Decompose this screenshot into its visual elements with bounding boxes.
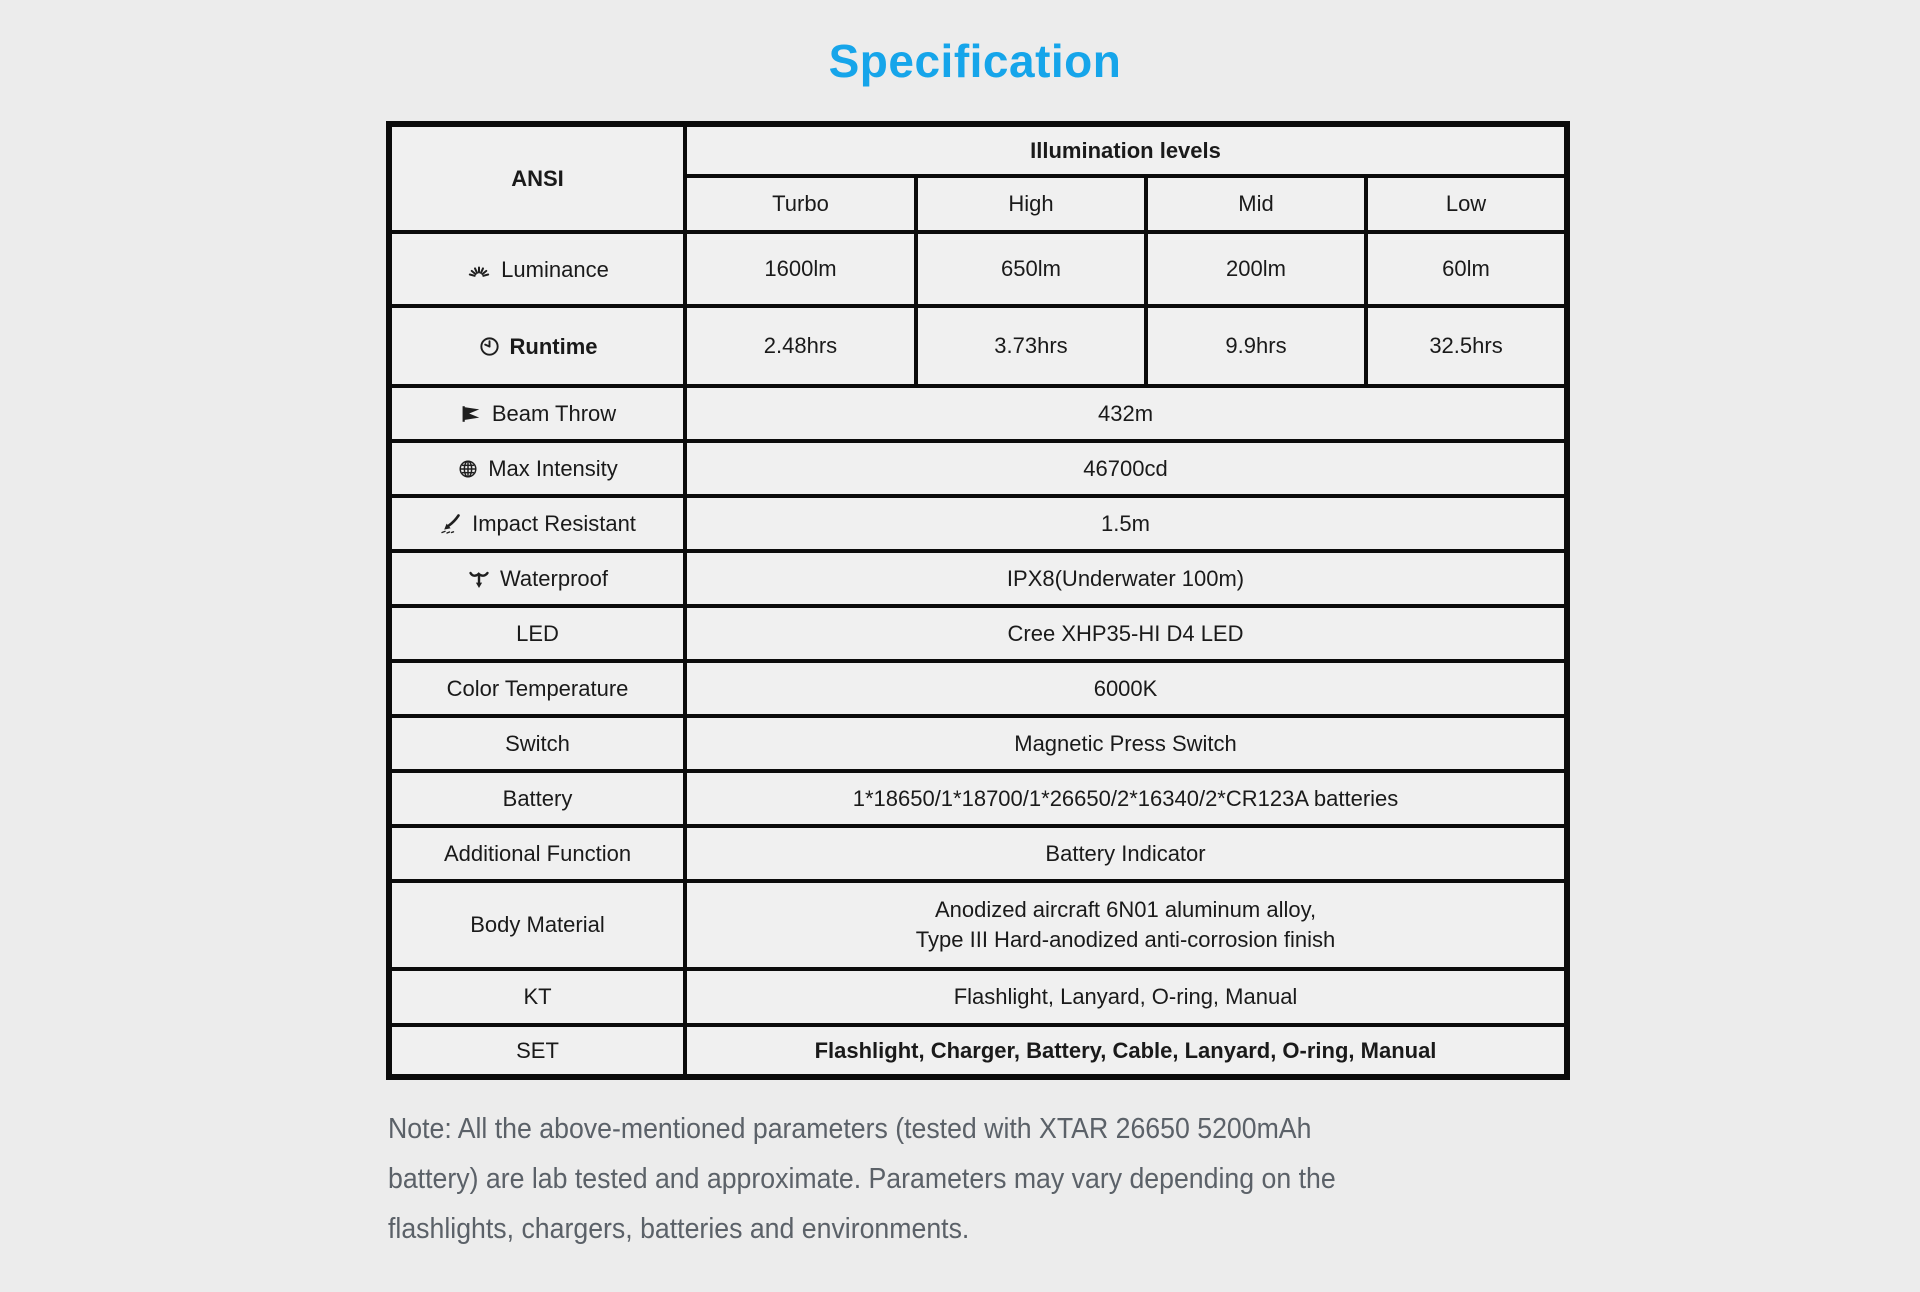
row-label: Luminance — [501, 256, 609, 282]
row-label: Beam Throw — [491, 401, 617, 427]
waterproof-row — [389, 551, 1567, 606]
row-label: Switch — [389, 716, 685, 771]
mode-header-low: Low — [1366, 176, 1567, 232]
runtime-turbo-value: 2.48hrs — [685, 306, 916, 386]
row-value: Flashlight, Charger, Battery, Cable, Lanyard, O-ring, Manual — [685, 1025, 1567, 1077]
body-material-row — [389, 881, 1567, 969]
row-label: Runtime — [509, 333, 598, 359]
mode-header-high: High — [916, 176, 1146, 232]
row-value: IPX8(Underwater 100m) — [685, 551, 1567, 606]
illumination-levels-header-cell: Illumination levels — [685, 124, 1567, 176]
led-row — [389, 606, 1567, 661]
max-intensity-icon — [457, 458, 479, 480]
row-label: Max Intensity — [488, 456, 618, 482]
row-value: 46700cd — [685, 441, 1567, 496]
row-label: Color Temperature — [389, 661, 685, 716]
luminance-row — [389, 232, 1567, 306]
row-label: SET — [389, 1025, 685, 1077]
runtime-row — [389, 306, 1567, 386]
battery-row — [389, 771, 1567, 826]
row-label: LED — [389, 606, 685, 661]
row-label: Additional Function — [389, 826, 685, 881]
luminance-label-cell — [389, 232, 685, 306]
row-label: Body Material — [389, 881, 685, 969]
row-label-cell — [389, 441, 685, 496]
note-text — [388, 1104, 1418, 1254]
luminance-turbo-value: 1600lm — [685, 232, 916, 306]
luminance-high-value: 650lm — [916, 232, 1146, 306]
runtime-icon — [478, 335, 501, 358]
color-temperature-row — [389, 661, 1567, 716]
row-label-cell — [389, 386, 685, 441]
luminance-icon — [466, 258, 492, 282]
row-label: Waterproof — [499, 566, 608, 592]
row-label: KT — [389, 969, 685, 1025]
row-label: Battery — [389, 771, 685, 826]
body-material-line-1: Anodized aircraft 6N01 aluminum alloy, — [934, 897, 1317, 922]
row-value — [685, 881, 1567, 969]
beam-throw-icon — [459, 403, 483, 425]
impact-resistant-row — [389, 496, 1567, 551]
runtime-mid-value: 9.9hrs — [1146, 306, 1366, 386]
row-label-cell — [389, 551, 685, 606]
switch-row — [389, 716, 1567, 771]
row-label-cell — [389, 496, 685, 551]
row-value: Cree XHP35-HI D4 LED — [685, 606, 1567, 661]
row-value: Magnetic Press Switch — [685, 716, 1567, 771]
runtime-high-value: 3.73hrs — [916, 306, 1146, 386]
runtime-low-value: 32.5hrs — [1366, 306, 1567, 386]
specification-table — [386, 121, 1570, 1080]
set-row — [389, 1025, 1567, 1077]
mode-header-turbo: Turbo — [685, 176, 916, 232]
kt-row — [389, 969, 1567, 1025]
header-row-top — [389, 124, 1567, 176]
row-value: Battery Indicator — [685, 826, 1567, 881]
luminance-low-value: 60lm — [1366, 232, 1567, 306]
max-intensity-row — [389, 441, 1567, 496]
row-label: Impact Resistant — [472, 511, 636, 537]
beam-throw-row — [389, 386, 1567, 441]
row-value: Flashlight, Lanyard, O-ring, Manual — [685, 969, 1567, 1025]
impact-resistant-icon — [439, 512, 463, 536]
note-line-2: battery) are lab tested and approximate. Parameters may vary depending on the — [388, 1163, 1336, 1195]
body-material-line-2: Type III Hard-anodized anti-corrosion finish — [915, 927, 1336, 952]
luminance-mid-value: 200lm — [1146, 232, 1366, 306]
waterproof-icon — [467, 567, 491, 591]
note-line-3: flashlights, chargers, batteries and environments. — [388, 1213, 970, 1245]
row-value: 432m — [685, 386, 1567, 441]
note-line-1: Note: All the above-mentioned parameters (tested with XTAR 26650 5200mAh — [388, 1113, 1312, 1145]
row-value: 1.5m — [685, 496, 1567, 551]
page-title: Specification — [828, 35, 1122, 87]
ansi-header-cell: ANSI — [389, 124, 685, 232]
spec-table — [386, 121, 1570, 1080]
additional-function-row — [389, 826, 1567, 881]
row-value: 1*18650/1*18700/1*26650/2*16340/2*CR123A batteries — [685, 771, 1567, 826]
mode-header-mid: Mid — [1146, 176, 1366, 232]
runtime-label-cell — [389, 306, 685, 386]
row-value: 6000K — [685, 661, 1567, 716]
